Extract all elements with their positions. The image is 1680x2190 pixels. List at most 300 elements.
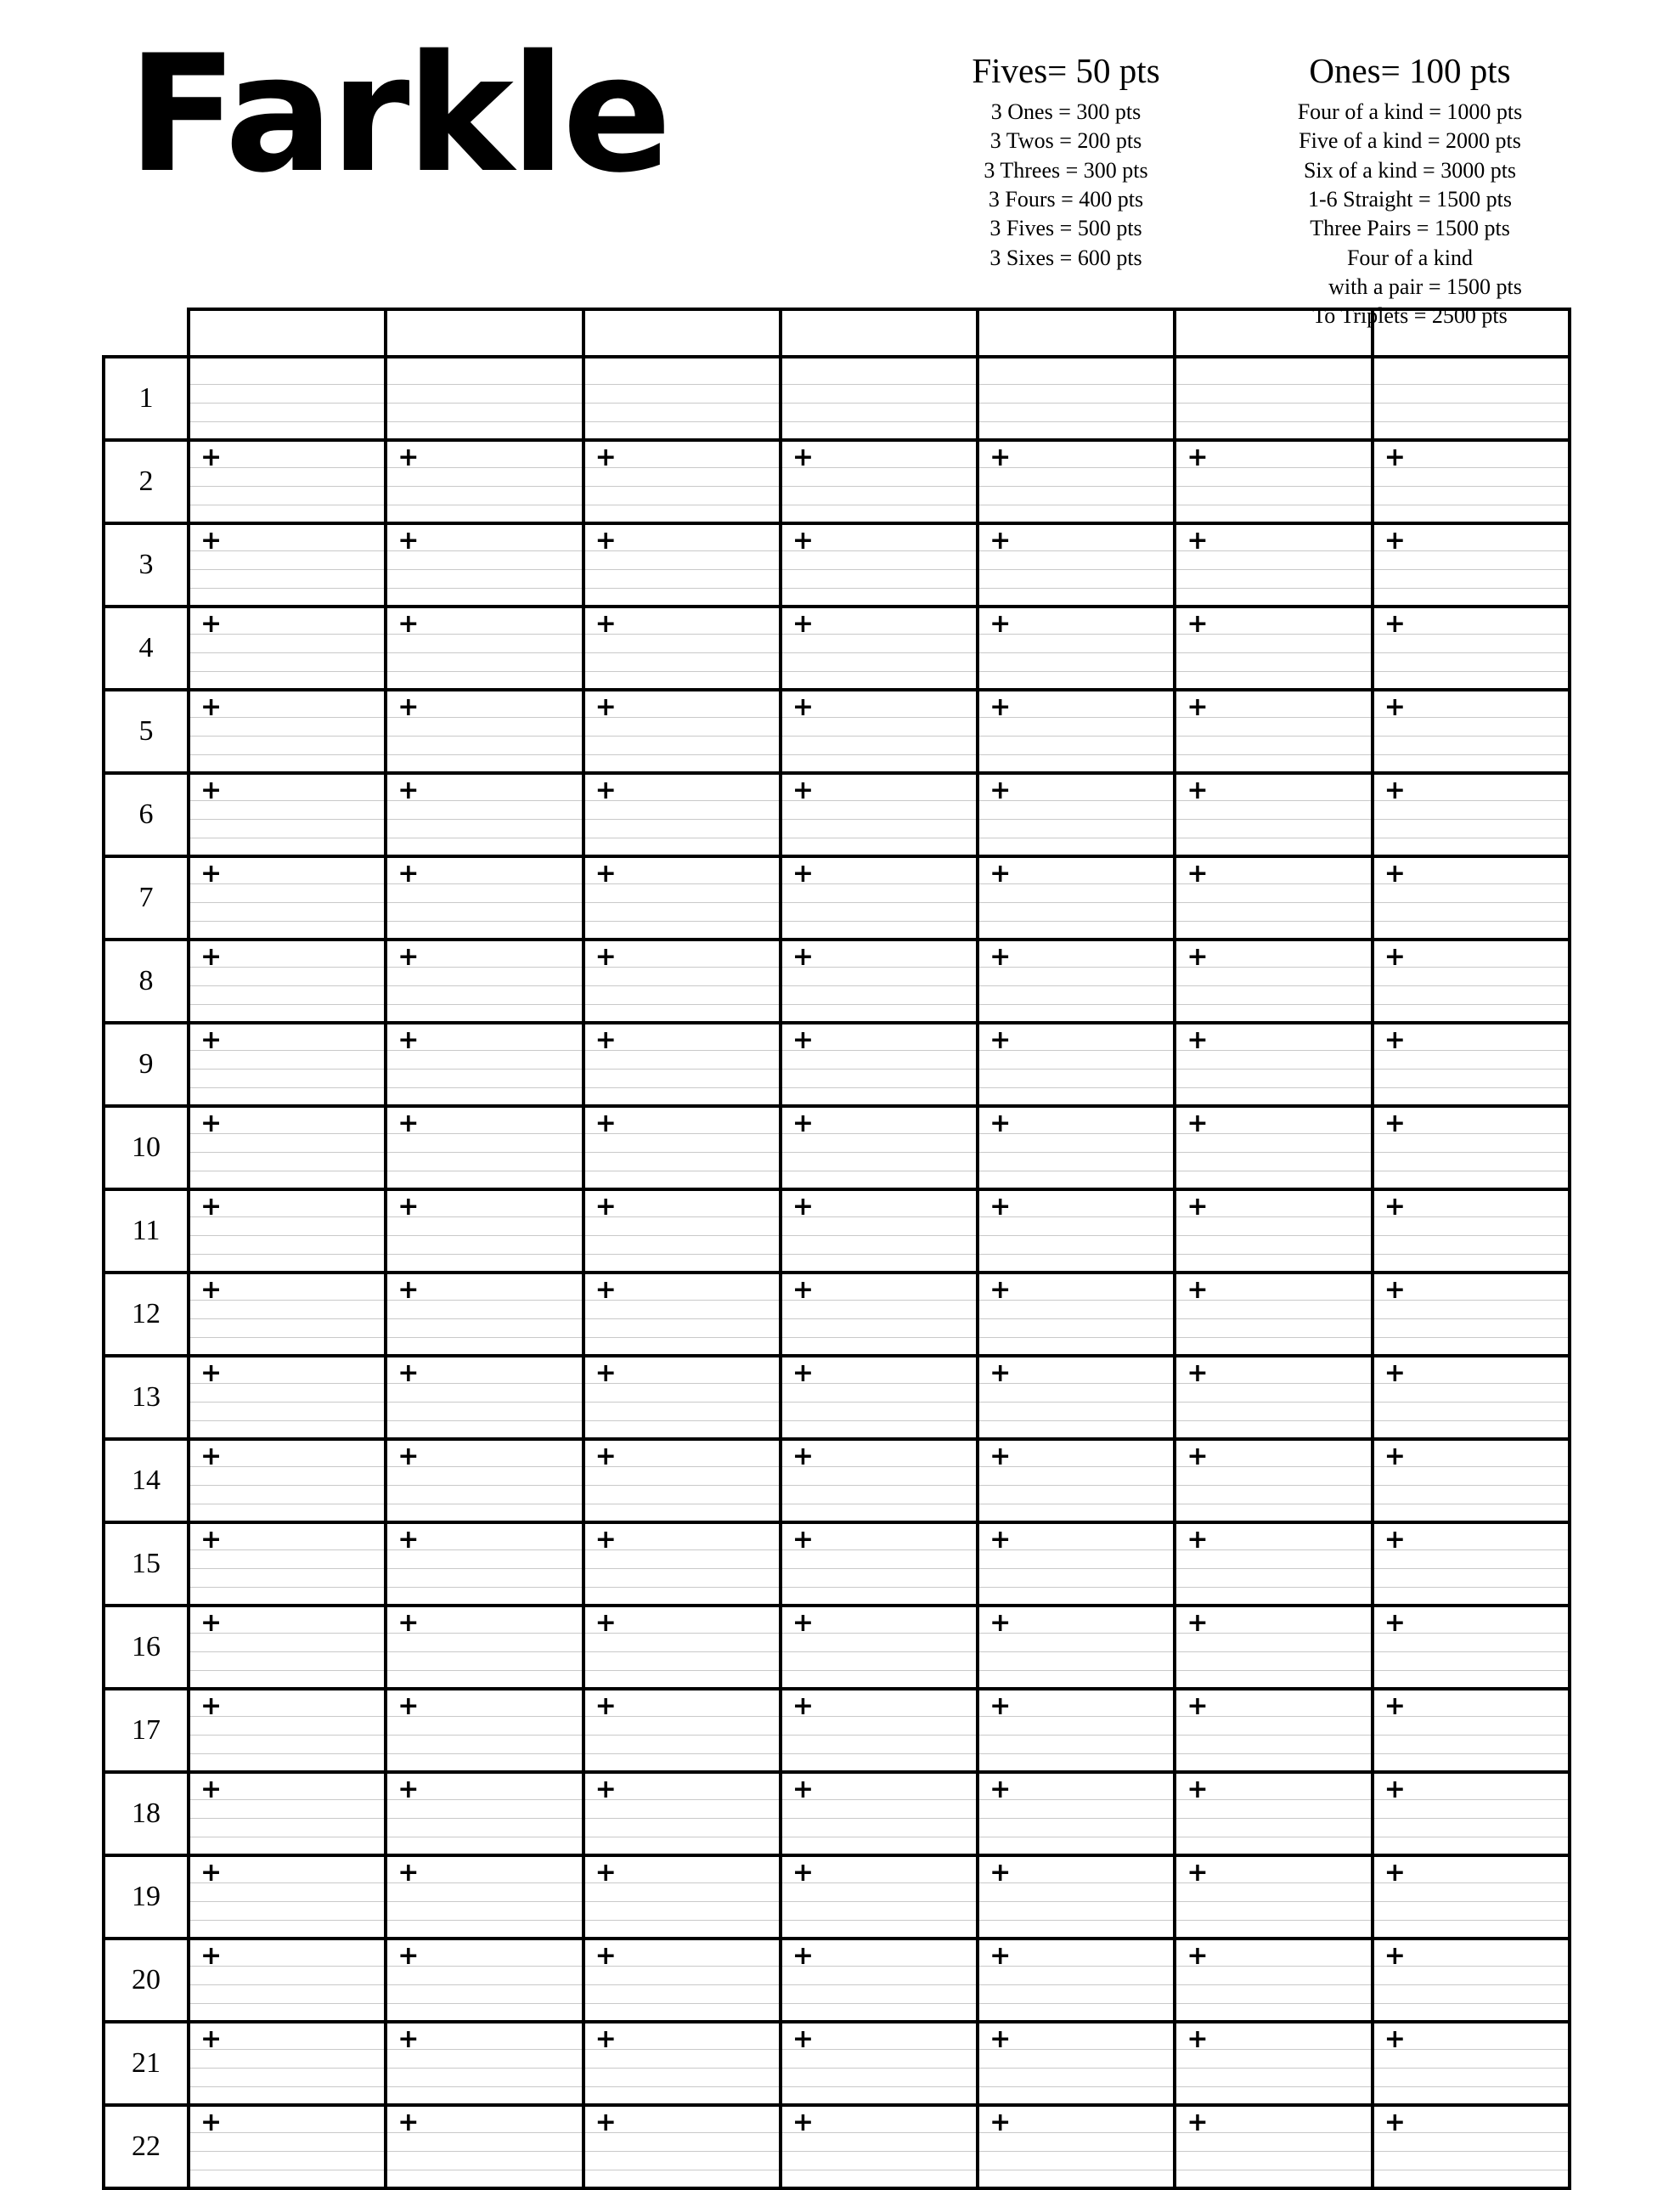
- score-entry-cell[interactable]: [1373, 1855, 1570, 1939]
- score-entry-cell[interactable]: [189, 1522, 386, 1606]
- round-number-cell: 9: [104, 1023, 189, 1106]
- score-entry-cell[interactable]: [1175, 1106, 1372, 1189]
- score-entry-cell[interactable]: [386, 2105, 583, 2188]
- plus-sign-icon: +: [595, 776, 617, 805]
- score-entry-cell[interactable]: [583, 773, 781, 856]
- score-entry-cell[interactable]: [386, 1106, 583, 1189]
- score-entry-cell[interactable]: [386, 1522, 583, 1606]
- score-entry-cell[interactable]: [978, 1606, 1175, 1689]
- plus-sign-icon: +: [1384, 1608, 1406, 1638]
- score-entry-cell[interactable]: [1175, 1855, 1372, 1939]
- plus-sign-icon: +: [200, 776, 223, 805]
- plus-sign-icon: +: [989, 2024, 1012, 2054]
- table-row: [104, 2022, 1570, 2105]
- plus-sign-icon: +: [792, 1525, 814, 1555]
- score-entry-cell[interactable]: [189, 1439, 386, 1522]
- plus-sign-icon: +: [792, 1275, 814, 1305]
- plus-sign-icon: +: [200, 859, 223, 889]
- score-entry-cell[interactable]: [978, 2022, 1175, 2105]
- score-entry-cell[interactable]: [1373, 856, 1570, 940]
- score-entry-cell[interactable]: [1373, 1439, 1570, 1522]
- plus-sign-icon: +: [200, 692, 223, 722]
- score-entry-cell[interactable]: [189, 1939, 386, 2022]
- plus-sign-icon: +: [595, 942, 617, 972]
- score-entry-cell[interactable]: [781, 1356, 978, 1439]
- score-entry-cell[interactable]: [978, 1855, 1175, 1939]
- plus-sign-icon: +: [200, 1358, 223, 1388]
- score-entry-cell[interactable]: [583, 1356, 781, 1439]
- plus-sign-icon: +: [792, 1109, 814, 1138]
- plus-sign-icon: +: [989, 443, 1012, 472]
- plus-sign-icon: +: [200, 609, 223, 639]
- round-number-cell: 1: [104, 357, 189, 440]
- round-number-cell: 15: [104, 1522, 189, 1606]
- round-number-cell: 12: [104, 1273, 189, 1356]
- score-entry-cell[interactable]: [1373, 773, 1570, 856]
- score-entry-cell[interactable]: [1373, 2022, 1570, 2105]
- score-entry-cell[interactable]: [978, 440, 1175, 523]
- score-entry-cell[interactable]: [1373, 1356, 1570, 1439]
- legend-item: Five of a kind = 2000 pts: [1299, 128, 1521, 154]
- score-entry-cell[interactable]: [1175, 1772, 1372, 1855]
- plus-sign-icon: +: [792, 609, 814, 639]
- legend-list-ones: [1257, 98, 1563, 331]
- score-entry-cell[interactable]: [189, 940, 386, 1023]
- score-entry-cell[interactable]: [583, 1689, 781, 1772]
- score-entry-cell[interactable]: [189, 2022, 386, 2105]
- plus-sign-icon: +: [397, 1025, 420, 1055]
- score-entry-cell[interactable]: [583, 2022, 781, 2105]
- score-entry-cell[interactable]: [1175, 1023, 1372, 1106]
- table-row: [104, 1522, 1570, 1606]
- score-entry-cell[interactable]: [1175, 357, 1372, 440]
- table-row: [104, 1855, 1570, 1939]
- score-entry-cell[interactable]: [583, 523, 781, 607]
- score-entry-cell[interactable]: [189, 1273, 386, 1356]
- plus-sign-icon: +: [1187, 443, 1209, 472]
- score-entry-cell[interactable]: [781, 856, 978, 940]
- score-entry-cell[interactable]: [583, 607, 781, 690]
- score-entry-cell[interactable]: [1373, 1939, 1570, 2022]
- legend-item: Four of a kind = 1000 pts: [1297, 99, 1523, 125]
- score-entry-cell[interactable]: [1175, 1356, 1372, 1439]
- score-entry-cell[interactable]: [189, 856, 386, 940]
- score-entry-cell[interactable]: [978, 1356, 1175, 1439]
- score-entry-cell[interactable]: [978, 1772, 1175, 1855]
- score-entry-cell[interactable]: [583, 940, 781, 1023]
- score-entry-cell[interactable]: [1373, 1772, 1570, 1855]
- plus-sign-icon: +: [989, 1941, 1012, 1971]
- score-entry-cell[interactable]: [1373, 1689, 1570, 1772]
- score-entry-cell[interactable]: [583, 1439, 781, 1522]
- score-entry-cell[interactable]: [1373, 357, 1570, 440]
- table-row: [104, 523, 1570, 607]
- legend-item: To Triplets = 2500 pts: [1312, 303, 1508, 329]
- score-entry-cell[interactable]: [583, 440, 781, 523]
- score-entry-cell[interactable]: [978, 357, 1175, 440]
- round-number-cell: 22: [104, 2105, 189, 2188]
- player-name-header[interactable]: [386, 309, 583, 357]
- plus-sign-icon: +: [792, 526, 814, 556]
- plus-sign-icon: +: [595, 443, 617, 472]
- score-entry-cell[interactable]: [386, 1023, 583, 1106]
- plus-sign-icon: +: [200, 1525, 223, 1555]
- legend-item: Six of a kind = 3000 pts: [1303, 157, 1517, 183]
- legend-item: 3 Fours = 400 pts: [988, 187, 1144, 212]
- table-row: [104, 856, 1570, 940]
- score-entry-cell[interactable]: [189, 1356, 386, 1439]
- score-entry-cell[interactable]: [781, 440, 978, 523]
- score-entry-cell[interactable]: [1373, 1189, 1570, 1273]
- plus-sign-icon: +: [1187, 1858, 1209, 1888]
- round-number-cell: 18: [104, 1772, 189, 1855]
- score-entry-cell[interactable]: [781, 1189, 978, 1273]
- score-entry-cell[interactable]: [978, 1439, 1175, 1522]
- score-entry-cell[interactable]: [386, 1273, 583, 1356]
- score-entry-cell[interactable]: [1373, 1522, 1570, 1606]
- score-entry-cell[interactable]: [1175, 2022, 1372, 2105]
- plus-sign-icon: +: [397, 1691, 420, 1721]
- score-entry-cell[interactable]: [1175, 856, 1372, 940]
- plus-sign-icon: +: [397, 1358, 420, 1388]
- player-name-header[interactable]: [781, 309, 978, 357]
- score-entry-cell[interactable]: [978, 1106, 1175, 1189]
- score-entry-cell[interactable]: [583, 2105, 781, 2188]
- score-entry-cell[interactable]: [978, 856, 1175, 940]
- score-entry-cell[interactable]: [189, 1023, 386, 1106]
- score-table: [102, 308, 1571, 2190]
- plus-sign-icon: +: [595, 526, 617, 556]
- score-entry-cell[interactable]: [386, 440, 583, 523]
- score-entry-cell[interactable]: [1175, 1439, 1372, 1522]
- plus-sign-icon: +: [200, 1775, 223, 1804]
- score-entry-cell[interactable]: [189, 357, 386, 440]
- score-entry-cell[interactable]: [583, 1189, 781, 1273]
- score-entry-cell[interactable]: [189, 1855, 386, 1939]
- player-name-header[interactable]: [1175, 309, 1372, 357]
- table-row: [104, 357, 1570, 440]
- round-number-cell: 10: [104, 1106, 189, 1189]
- score-entry-cell[interactable]: [189, 607, 386, 690]
- round-number-cell: 2: [104, 440, 189, 523]
- plus-sign-icon: +: [397, 1442, 420, 1471]
- plus-sign-icon: +: [397, 1275, 420, 1305]
- table-row: [104, 440, 1570, 523]
- score-entry-cell[interactable]: [1373, 523, 1570, 607]
- score-entry-cell[interactable]: [1175, 1939, 1372, 2022]
- score-entry-cell[interactable]: [781, 1023, 978, 1106]
- plus-sign-icon: +: [595, 1109, 617, 1138]
- plus-sign-icon: +: [397, 859, 420, 889]
- score-entry-cell[interactable]: [386, 1439, 583, 1522]
- score-entry-cell[interactable]: [583, 357, 781, 440]
- page-header: [0, 0, 1680, 329]
- player-name-header[interactable]: [1373, 309, 1570, 357]
- plus-sign-icon: +: [1384, 942, 1406, 972]
- score-entry-cell[interactable]: [978, 607, 1175, 690]
- plus-sign-icon: +: [989, 692, 1012, 722]
- legend-heading-fives: Fives= 50 pts: [972, 51, 1160, 90]
- plus-sign-icon: +: [397, 2024, 420, 2054]
- score-entry-cell[interactable]: [1373, 690, 1570, 773]
- score-entry-cell[interactable]: [781, 1106, 978, 1189]
- score-entry-cell[interactable]: [781, 1855, 978, 1939]
- score-entry-cell[interactable]: [189, 1606, 386, 1689]
- score-entry-cell[interactable]: [781, 1606, 978, 1689]
- plus-sign-icon: +: [1187, 692, 1209, 722]
- score-entry-cell[interactable]: [978, 1939, 1175, 2022]
- plus-sign-icon: +: [1384, 1858, 1406, 1888]
- score-entry-cell[interactable]: [583, 1606, 781, 1689]
- table-row: [104, 1689, 1570, 1772]
- round-number-cell: 6: [104, 773, 189, 856]
- score-entry-cell[interactable]: [1175, 1189, 1372, 1273]
- table-row: [104, 1189, 1570, 1273]
- plus-sign-icon: +: [1384, 1192, 1406, 1222]
- plus-sign-icon: +: [595, 1025, 617, 1055]
- score-entry-cell[interactable]: [189, 1189, 386, 1273]
- score-entry-cell[interactable]: [386, 1855, 583, 1939]
- score-entry-cell[interactable]: [1175, 1522, 1372, 1606]
- score-entry-cell[interactable]: [1373, 1106, 1570, 1189]
- plus-sign-icon: +: [1384, 443, 1406, 472]
- header-corner-cell: [104, 309, 189, 357]
- score-entry-cell[interactable]: [1175, 523, 1372, 607]
- writing-lines: [387, 358, 581, 438]
- score-entry-cell[interactable]: [978, 2105, 1175, 2188]
- plus-sign-icon: +: [200, 1608, 223, 1638]
- score-entry-cell[interactable]: [978, 1023, 1175, 1106]
- score-entry-cell[interactable]: [978, 1689, 1175, 1772]
- plus-sign-icon: +: [1187, 1358, 1209, 1388]
- plus-sign-icon: +: [792, 1025, 814, 1055]
- score-entry-cell[interactable]: [386, 773, 583, 856]
- plus-sign-icon: +: [595, 1775, 617, 1804]
- score-entry-cell[interactable]: [781, 523, 978, 607]
- score-entry-cell[interactable]: [583, 1023, 781, 1106]
- score-entry-cell[interactable]: [781, 1439, 978, 1522]
- round-number-cell: 13: [104, 1356, 189, 1439]
- score-entry-cell[interactable]: [1373, 440, 1570, 523]
- score-entry-cell[interactable]: [781, 1939, 978, 2022]
- score-entry-cell[interactable]: [781, 1273, 978, 1356]
- plus-sign-icon: +: [595, 1358, 617, 1388]
- plus-sign-icon: +: [1187, 1275, 1209, 1305]
- legend-item: 3 Twos = 200 pts: [989, 128, 1142, 154]
- plus-sign-icon: +: [792, 2108, 814, 2137]
- score-entry-cell[interactable]: [386, 523, 583, 607]
- table-row: [104, 940, 1570, 1023]
- score-entry-cell[interactable]: [1373, 1606, 1570, 1689]
- player-name-header[interactable]: [189, 309, 386, 357]
- plus-sign-icon: +: [792, 1608, 814, 1638]
- score-entry-cell[interactable]: [189, 773, 386, 856]
- score-entry-cell[interactable]: [189, 690, 386, 773]
- plus-sign-icon: +: [989, 2108, 1012, 2137]
- score-entry-cell[interactable]: [386, 1939, 583, 2022]
- legend-item: with a pair = 1500 pts: [1328, 274, 1522, 300]
- score-entry-cell[interactable]: [386, 1606, 583, 1689]
- plus-sign-icon: +: [989, 1858, 1012, 1888]
- score-entry-cell[interactable]: [386, 1772, 583, 1855]
- score-entry-cell[interactable]: [583, 1522, 781, 1606]
- score-entry-cell[interactable]: [1373, 2105, 1570, 2188]
- plus-sign-icon: +: [1384, 1358, 1406, 1388]
- score-entry-cell[interactable]: [583, 1273, 781, 1356]
- score-entry-cell[interactable]: [1175, 1689, 1372, 1772]
- score-entry-cell[interactable]: [1175, 1273, 1372, 1356]
- plus-sign-icon: +: [595, 1275, 617, 1305]
- plus-sign-icon: +: [200, 1192, 223, 1222]
- score-entry-cell[interactable]: [1373, 940, 1570, 1023]
- score-entry-cell[interactable]: [189, 1689, 386, 1772]
- score-entry-cell[interactable]: [1175, 440, 1372, 523]
- plus-sign-icon: +: [792, 1775, 814, 1804]
- player-name-header[interactable]: [583, 309, 781, 357]
- table-row: [104, 2105, 1570, 2188]
- page-title: Farkle: [127, 20, 668, 208]
- score-entry-cell[interactable]: [1175, 1606, 1372, 1689]
- legend-item: 3 Ones = 300 pts: [990, 99, 1142, 125]
- plus-sign-icon: +: [1384, 859, 1406, 889]
- score-entry-cell[interactable]: [781, 1689, 978, 1772]
- plus-sign-icon: +: [792, 942, 814, 972]
- score-entry-cell[interactable]: [386, 607, 583, 690]
- plus-sign-icon: +: [200, 2024, 223, 2054]
- plus-sign-icon: +: [1187, 1025, 1209, 1055]
- legend-item: Four of a kind: [1346, 245, 1474, 270]
- plus-sign-icon: +: [595, 609, 617, 639]
- plus-sign-icon: +: [1384, 776, 1406, 805]
- score-entry-cell[interactable]: [781, 1522, 978, 1606]
- plus-sign-icon: +: [989, 1525, 1012, 1555]
- plus-sign-icon: +: [792, 692, 814, 722]
- writing-lines: [782, 358, 976, 438]
- table-row: [104, 1939, 1570, 2022]
- plus-sign-icon: +: [200, 2108, 223, 2137]
- score-entry-cell[interactable]: [1373, 607, 1570, 690]
- legend-item: 3 Threes = 300 pts: [984, 157, 1148, 183]
- score-entry-cell[interactable]: [386, 357, 583, 440]
- legend-item: 3 Sixes = 600 pts: [989, 245, 1142, 270]
- score-entry-cell[interactable]: [781, 1772, 978, 1855]
- plus-sign-icon: +: [397, 1775, 420, 1804]
- plus-sign-icon: +: [1384, 1275, 1406, 1305]
- round-number-cell: 19: [104, 1855, 189, 1939]
- score-entry-cell[interactable]: [189, 440, 386, 523]
- plus-sign-icon: +: [1384, 2108, 1406, 2137]
- plus-sign-icon: +: [792, 443, 814, 472]
- plus-sign-icon: +: [595, 2024, 617, 2054]
- score-entry-cell[interactable]: [781, 2022, 978, 2105]
- plus-sign-icon: +: [595, 1442, 617, 1471]
- score-entry-cell[interactable]: [189, 2105, 386, 2188]
- writing-lines: [1176, 358, 1370, 438]
- plus-sign-icon: +: [200, 443, 223, 472]
- score-entry-cell[interactable]: [781, 607, 978, 690]
- score-entry-cell[interactable]: [978, 1522, 1175, 1606]
- plus-sign-icon: +: [397, 1941, 420, 1971]
- score-entry-cell[interactable]: [386, 1689, 583, 1772]
- score-entry-cell[interactable]: [978, 940, 1175, 1023]
- writing-lines: [585, 358, 779, 438]
- plus-sign-icon: +: [1187, 776, 1209, 805]
- score-entry-cell[interactable]: [583, 1106, 781, 1189]
- plus-sign-icon: +: [1187, 1442, 1209, 1471]
- score-entry-cell[interactable]: [386, 1356, 583, 1439]
- plus-sign-icon: +: [792, 2024, 814, 2054]
- score-entry-cell[interactable]: [978, 523, 1175, 607]
- score-entry-cell[interactable]: [189, 1772, 386, 1855]
- plus-sign-icon: +: [1187, 942, 1209, 972]
- score-entry-cell[interactable]: [1175, 607, 1372, 690]
- plus-sign-icon: +: [989, 1608, 1012, 1638]
- score-entry-cell[interactable]: [781, 2105, 978, 2188]
- plus-sign-icon: +: [595, 2108, 617, 2137]
- score-entry-cell[interactable]: [1373, 1023, 1570, 1106]
- plus-sign-icon: +: [595, 1608, 617, 1638]
- plus-sign-icon: +: [595, 1941, 617, 1971]
- score-entry-cell[interactable]: [781, 773, 978, 856]
- score-entry-cell[interactable]: [386, 2022, 583, 2105]
- plus-sign-icon: +: [200, 1442, 223, 1471]
- plus-sign-icon: +: [1384, 1775, 1406, 1804]
- score-entry-cell[interactable]: [978, 690, 1175, 773]
- legend-item: Three Pairs = 1500 pts: [1310, 216, 1510, 241]
- score-entry-cell[interactable]: [978, 1189, 1175, 1273]
- table-row: [104, 690, 1570, 773]
- score-entry-cell[interactable]: [189, 1106, 386, 1189]
- score-entry-cell[interactable]: [583, 1772, 781, 1855]
- score-entry-cell[interactable]: [1373, 1273, 1570, 1356]
- plus-sign-icon: +: [1187, 1691, 1209, 1721]
- plus-sign-icon: +: [200, 942, 223, 972]
- score-entry-cell[interactable]: [189, 523, 386, 607]
- round-number-cell: 20: [104, 1939, 189, 2022]
- table-header-row: [104, 309, 1570, 357]
- score-entry-cell[interactable]: [781, 940, 978, 1023]
- score-entry-cell[interactable]: [386, 690, 583, 773]
- score-entry-cell[interactable]: [1175, 773, 1372, 856]
- plus-sign-icon: +: [595, 859, 617, 889]
- plus-sign-icon: +: [595, 692, 617, 722]
- legend-item: 3 Fives = 500 pts: [989, 216, 1142, 241]
- plus-sign-icon: +: [397, 609, 420, 639]
- score-entry-cell[interactable]: [583, 856, 781, 940]
- plus-sign-icon: +: [200, 526, 223, 556]
- score-entry-cell[interactable]: [1175, 940, 1372, 1023]
- score-entry-cell[interactable]: [583, 690, 781, 773]
- plus-sign-icon: +: [989, 1025, 1012, 1055]
- score-entry-cell[interactable]: [1175, 690, 1372, 773]
- score-entry-cell[interactable]: [386, 940, 583, 1023]
- score-entry-cell[interactable]: [978, 773, 1175, 856]
- score-entry-cell[interactable]: [1175, 2105, 1372, 2188]
- legend-item: 1-6 Straight = 1500 pts: [1308, 187, 1512, 212]
- score-entry-cell[interactable]: [386, 1189, 583, 1273]
- plus-sign-icon: +: [989, 1442, 1012, 1471]
- score-entry-cell[interactable]: [583, 1939, 781, 2022]
- player-name-header[interactable]: [978, 309, 1175, 357]
- plus-sign-icon: +: [397, 1525, 420, 1555]
- writing-lines: [1374, 358, 1568, 438]
- score-entry-cell[interactable]: [781, 690, 978, 773]
- score-entry-cell[interactable]: [781, 357, 978, 440]
- plus-sign-icon: +: [1384, 1025, 1406, 1055]
- score-entry-cell[interactable]: [978, 1273, 1175, 1356]
- score-entry-cell[interactable]: [386, 856, 583, 940]
- score-entry-cell[interactable]: [583, 1855, 781, 1939]
